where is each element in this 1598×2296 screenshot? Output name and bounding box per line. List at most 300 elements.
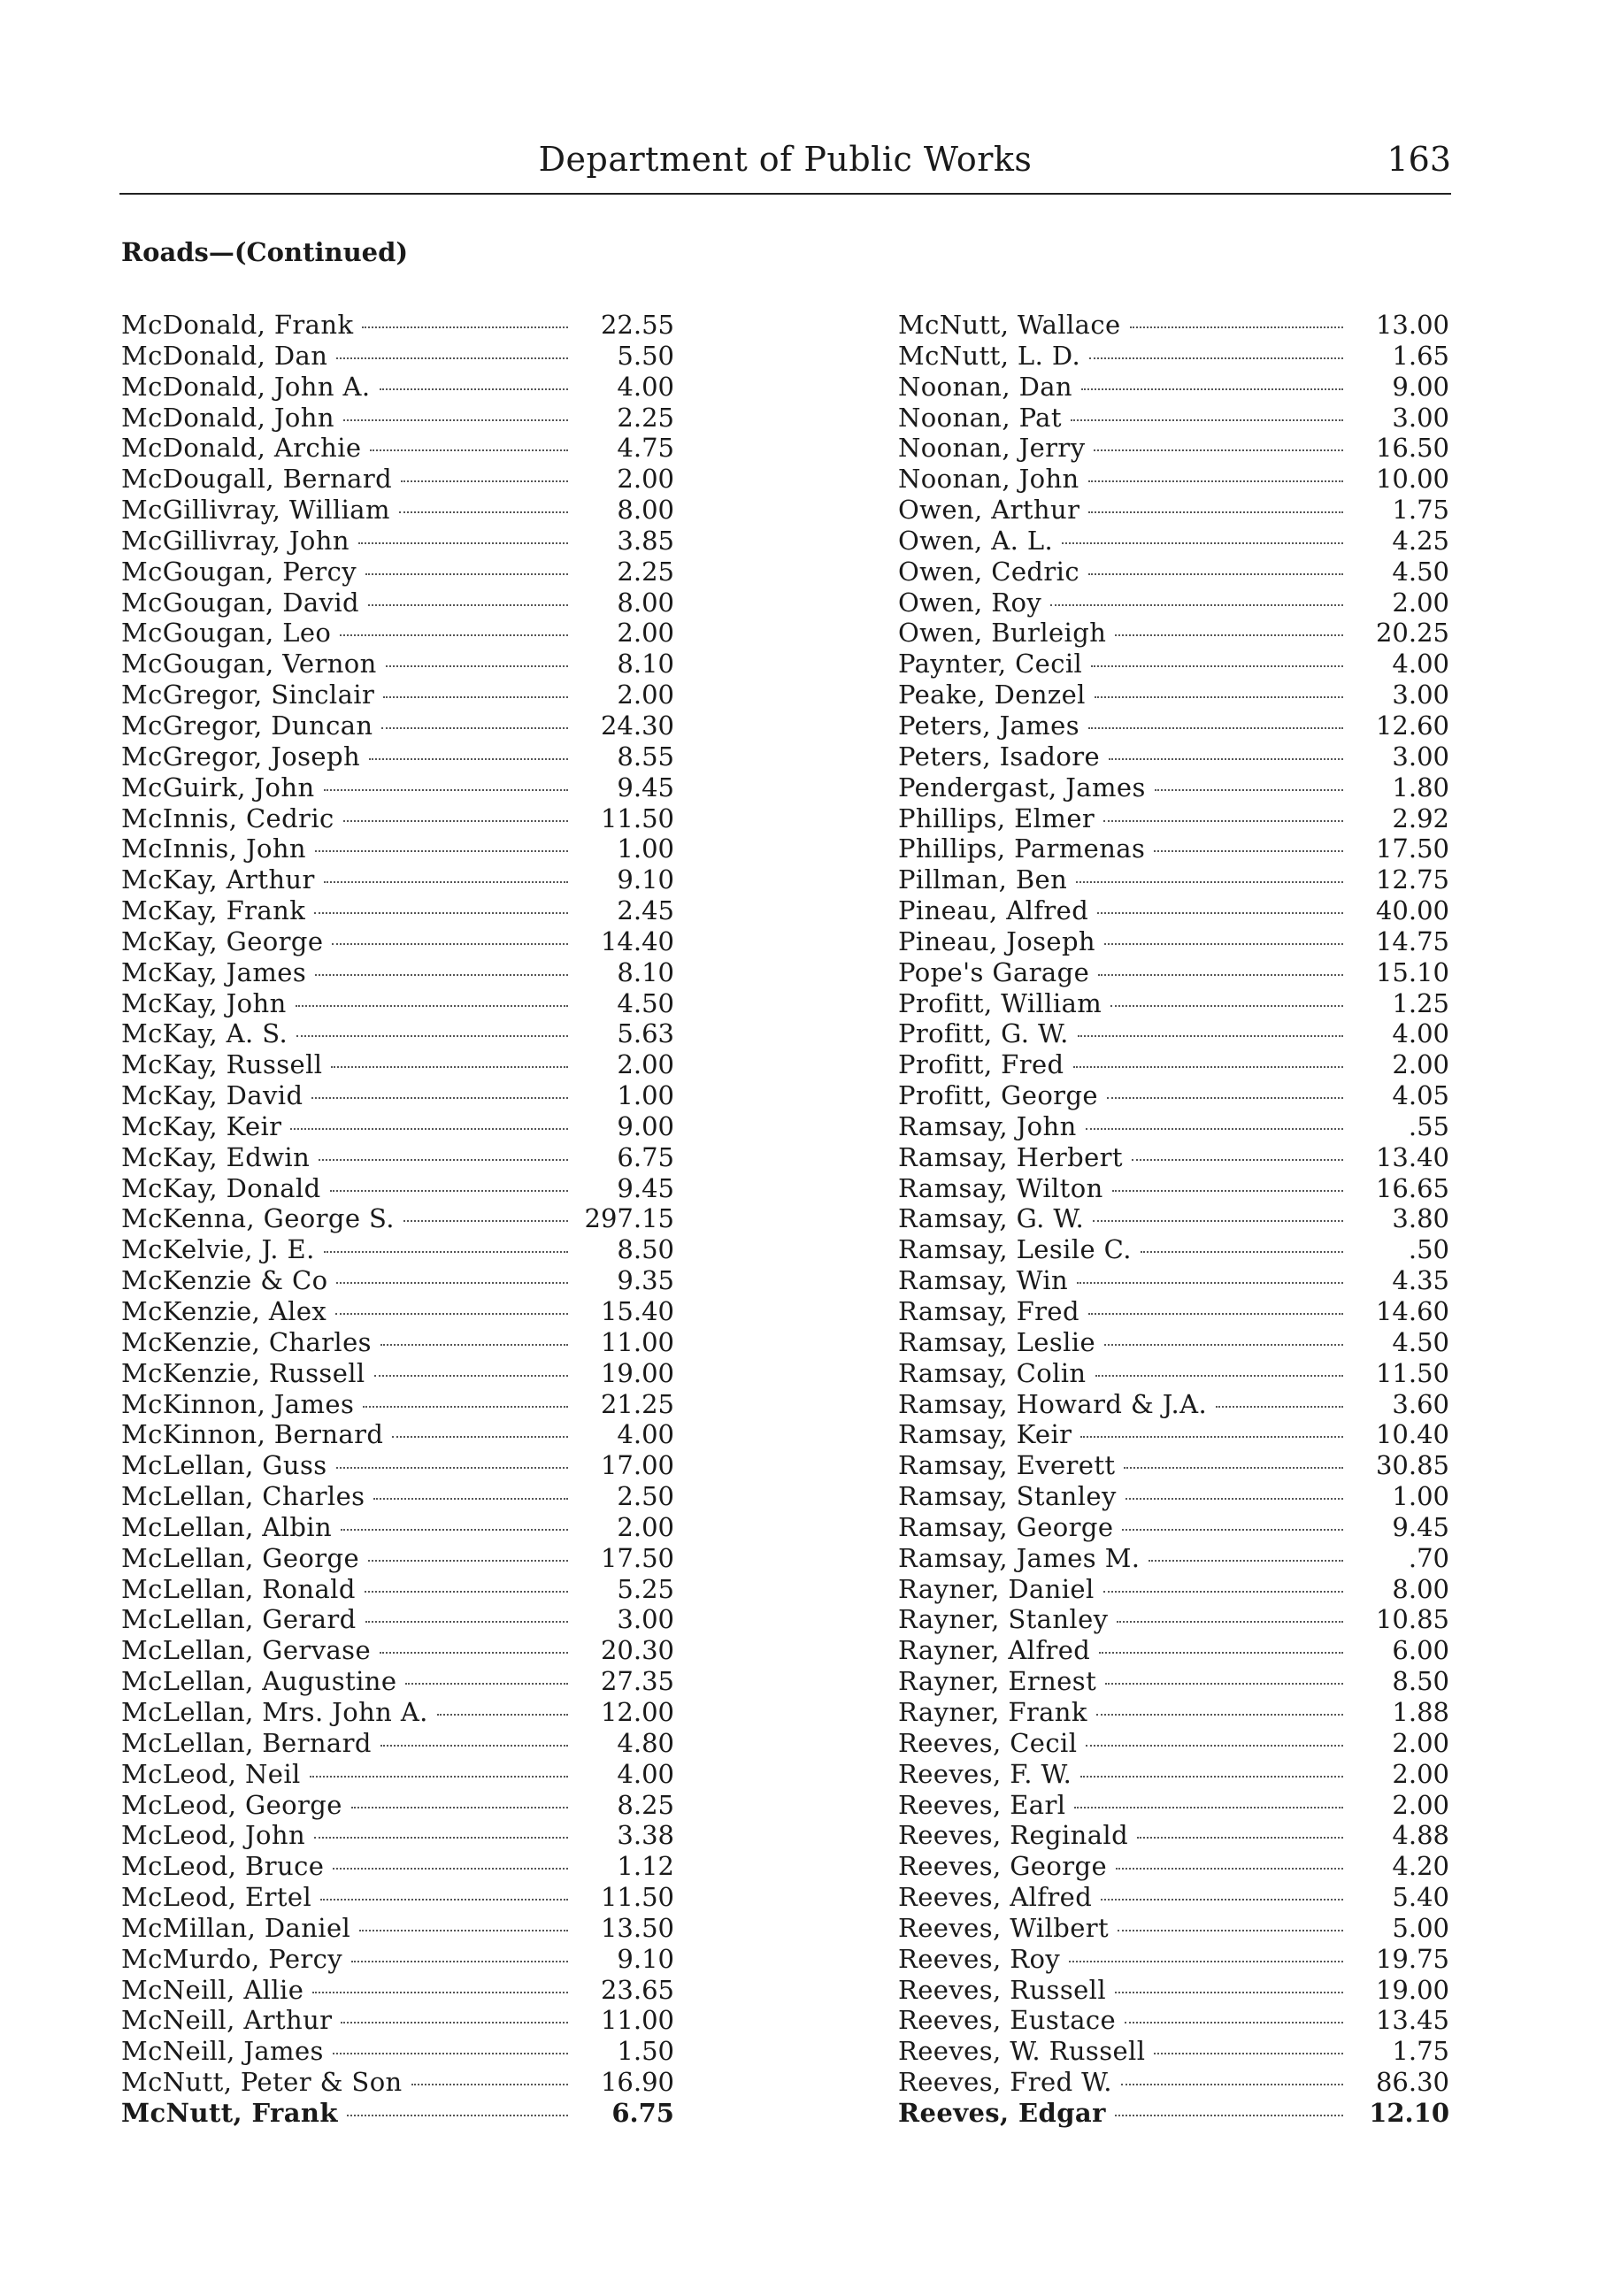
- list-item: [898, 587, 1449, 618]
- list-item: [121, 1234, 674, 1265]
- entry-name: McKelvie, J. E.: [121, 1234, 315, 1265]
- leader-dots: [315, 974, 568, 976]
- entry-amount: .50: [1408, 1234, 1449, 1265]
- entry-amount: 11.50: [600, 802, 674, 833]
- entry-name: Reeves, George: [898, 1851, 1107, 1882]
- entry-amount: 14.75: [1375, 925, 1449, 956]
- leader-dots: [1076, 881, 1343, 883]
- list-item: [121, 372, 674, 403]
- list-item: [121, 341, 674, 372]
- list-item: [898, 1913, 1449, 1944]
- list-item: [121, 1203, 674, 1234]
- entry-amount: 1.65: [1392, 340, 1449, 371]
- entry-name: McGillivray, William: [121, 495, 390, 526]
- entry-amount: 4.88: [1392, 1820, 1449, 1851]
- leader-dots: [1097, 912, 1343, 914]
- entry-amount: 27.35: [600, 1666, 674, 1697]
- list-item: [898, 1635, 1449, 1666]
- entry-name: McKay, Donald: [121, 1172, 321, 1203]
- list-item: [898, 2067, 1449, 2098]
- page-header: [119, 133, 1451, 195]
- leader-dots: [365, 1591, 568, 1593]
- entry-name: Noonan, John: [898, 464, 1079, 495]
- leader-dots: [1088, 573, 1343, 575]
- leader-dots: [333, 2053, 568, 2054]
- entry-name: Reeves, Alfred: [898, 1882, 1093, 1913]
- entry-name: McLellan, Charles: [121, 1481, 365, 1512]
- leader-dots: [347, 2115, 568, 2116]
- entry-amount: 11.50: [1375, 1357, 1449, 1388]
- leader-dots: [332, 943, 568, 945]
- list-item: [898, 1358, 1449, 1389]
- leader-dots: [1093, 1220, 1343, 1222]
- list-item: [121, 1450, 674, 1481]
- leader-dots: [343, 820, 568, 822]
- entry-amount: 2.00: [1392, 1789, 1449, 1820]
- list-item: [121, 833, 674, 864]
- leader-dots: [320, 1899, 568, 1901]
- list-item: [898, 1327, 1449, 1358]
- entry-amount: 9.45: [617, 1172, 674, 1203]
- entry-amount: 15.10: [1375, 956, 1449, 987]
- list-item: [898, 833, 1449, 864]
- entry-amount: 2.00: [1392, 1049, 1449, 1080]
- entry-name: Reeves, Fred W.: [898, 2067, 1112, 2098]
- entry-name: McInnis, John: [121, 833, 306, 864]
- list-item: [898, 649, 1449, 680]
- list-item: [121, 1481, 674, 1512]
- list-item: [121, 1049, 674, 1080]
- leader-dots: [363, 1406, 568, 1408]
- entry-name: McKinnon, Bernard: [121, 1419, 384, 1450]
- leader-dots: [362, 326, 568, 328]
- list-item: [898, 310, 1449, 341]
- entry-name: Reeves, Edgar: [898, 2097, 1106, 2128]
- header-rule: [119, 193, 1451, 195]
- leader-dots: [370, 449, 568, 451]
- entry-name: McLellan, Guss: [121, 1450, 327, 1481]
- entry-amount: 11.00: [600, 2005, 674, 2036]
- entry-name: Owen, Roy: [898, 587, 1042, 618]
- list-item: [898, 341, 1449, 372]
- entry-amount: 19.00: [1375, 1974, 1449, 2005]
- list-item: [121, 1574, 674, 1605]
- list-item: [898, 957, 1449, 988]
- entry-name: McLeod, Ertel: [121, 1882, 312, 1913]
- entry-amount: 3.00: [1392, 402, 1449, 433]
- entry-amount: 3.85: [617, 525, 674, 556]
- entry-name: McNeill, James: [121, 2036, 324, 2067]
- entry-name: Phillips, Parmenas: [898, 833, 1146, 864]
- entry-amount: 9.35: [617, 1265, 674, 1296]
- leader-dots: [1089, 357, 1343, 359]
- list-item: [898, 2005, 1449, 2036]
- entry-name: McGougan, David: [121, 587, 359, 618]
- entry-amount: 16.50: [1375, 433, 1449, 464]
- page-number: 163: [1387, 140, 1451, 179]
- entry-name: McMillan, Daniel: [121, 1912, 351, 1943]
- list-item: [898, 618, 1449, 649]
- entry-name: Ramsay, Leslie: [898, 1326, 1096, 1357]
- entry-name: Reeves, Wilbert: [898, 1912, 1110, 1943]
- leader-dots: [380, 1745, 568, 1747]
- entry-name: Noonan, Dan: [898, 371, 1072, 402]
- entry-amount: 22.55: [600, 310, 674, 340]
- entry-name: McGougan, Percy: [121, 556, 357, 587]
- entry-amount: 24.30: [600, 710, 674, 741]
- entry-amount: 10.40: [1375, 1419, 1449, 1450]
- entry-name: Ramsay, Herbert: [898, 1141, 1123, 1172]
- list-item: [121, 1882, 674, 1913]
- entry-amount: 1.88: [1392, 1696, 1449, 1727]
- entry-amount: 5.40: [1392, 1882, 1449, 1913]
- leader-dots: [358, 542, 568, 544]
- right-column: [898, 310, 1449, 2129]
- leader-dots: [392, 1436, 568, 1438]
- section-heading: Roads—(Continued): [121, 237, 409, 267]
- leader-dots: [1098, 974, 1343, 976]
- leader-dots: [1116, 1868, 1343, 1870]
- leader-dots: [1095, 696, 1343, 698]
- list-item: [898, 1450, 1449, 1481]
- leader-dots: [1107, 1097, 1343, 1099]
- entry-amount: 8.55: [617, 741, 674, 772]
- entry-amount: 13.50: [600, 1912, 674, 1943]
- entry-name: Pineau, Alfred: [898, 895, 1089, 926]
- leader-dots: [290, 1128, 568, 1130]
- leader-dots: [1073, 1066, 1344, 1068]
- entry-amount: 16.65: [1375, 1172, 1449, 1203]
- list-item: [121, 1697, 674, 1728]
- entry-amount: 4.50: [1392, 1326, 1449, 1357]
- list-item: [898, 1759, 1449, 1790]
- list-item: [121, 1080, 674, 1111]
- leader-dots: [401, 480, 568, 482]
- list-item: [898, 372, 1449, 403]
- list-item: [898, 495, 1449, 526]
- entry-amount: 19.75: [1375, 1943, 1449, 1974]
- entry-name: Paynter, Cecil: [898, 649, 1083, 680]
- entry-name: McKenzie, Alex: [121, 1296, 327, 1326]
- leader-dots: [351, 1807, 568, 1808]
- list-item: [898, 895, 1449, 926]
- list-item: [121, 649, 674, 680]
- entry-name: McGougan, Leo: [121, 618, 332, 649]
- entry-amount: 9.10: [617, 1943, 674, 1974]
- leader-dots: [330, 1190, 568, 1192]
- list-item: [121, 1759, 674, 1790]
- leader-dots: [1086, 1128, 1343, 1130]
- entry-amount: 20.30: [600, 1635, 674, 1666]
- entry-amount: 1.75: [1392, 2036, 1449, 2067]
- entry-name: Profitt, G. W.: [898, 1018, 1069, 1049]
- list-item: [121, 1265, 674, 1296]
- leader-dots: [403, 1220, 568, 1222]
- list-item: [121, 1296, 674, 1327]
- entry-name: Rayner, Frank: [898, 1696, 1087, 1727]
- list-item: [898, 1296, 1449, 1327]
- entry-name: McKenna, George S.: [121, 1203, 395, 1234]
- entry-amount: 4.00: [617, 371, 674, 402]
- entry-name: Ramsay, Howard & J.A.: [898, 1388, 1208, 1419]
- leader-dots: [399, 511, 568, 513]
- leader-dots: [368, 1560, 568, 1562]
- leader-dots: [336, 357, 568, 359]
- entry-amount: 8.00: [1392, 1573, 1449, 1604]
- list-item: [121, 895, 674, 926]
- list-item: [898, 772, 1449, 803]
- list-item: [898, 926, 1449, 957]
- list-item: [898, 557, 1449, 587]
- leader-dots: [324, 881, 568, 883]
- entry-amount: 1.00: [1392, 1481, 1449, 1512]
- entry-name: Pillman, Ben: [898, 864, 1068, 895]
- leader-dots: [1126, 1498, 1343, 1500]
- list-item: [121, 1666, 674, 1697]
- leader-dots: [1103, 1591, 1343, 1593]
- leader-dots: [310, 1776, 568, 1778]
- entry-amount: 3.00: [1392, 741, 1449, 772]
- entry-name: Reeves, Cecil: [898, 1727, 1078, 1758]
- entry-amount: .55: [1408, 1110, 1449, 1141]
- entry-name: Ramsay, Wilton: [898, 1172, 1103, 1203]
- list-item: [121, 1975, 674, 2006]
- entry-amount: 9.10: [617, 864, 674, 895]
- entry-name: McNutt, Peter & Son: [121, 2067, 403, 2098]
- entry-amount: 4.00: [617, 1758, 674, 1789]
- leader-dots: [1124, 1467, 1343, 1469]
- entry-name: Ramsay, Fred: [898, 1296, 1079, 1326]
- entry-amount: 8.00: [617, 495, 674, 526]
- leader-dots: [1088, 727, 1343, 729]
- leader-dots: [383, 696, 568, 698]
- leader-dots: [296, 1005, 568, 1007]
- entry-name: Noonan, Jerry: [898, 433, 1086, 464]
- entry-amount: 5.25: [617, 1573, 674, 1604]
- leader-dots: [1149, 1560, 1343, 1562]
- entry-name: Owen, Arthur: [898, 495, 1080, 526]
- list-item: [898, 1944, 1449, 1975]
- list-item: [898, 1574, 1449, 1605]
- list-item: [121, 1173, 674, 1204]
- entry-name: Reeves, F. W.: [898, 1758, 1072, 1789]
- entry-amount: 4.75: [617, 433, 674, 464]
- entry-name: McLeod, Bruce: [121, 1851, 325, 1882]
- list-item: [898, 1975, 1449, 2006]
- entry-name: McLellan, Albin: [121, 1511, 333, 1542]
- entry-amount: 17.50: [1375, 833, 1449, 864]
- entry-amount: 40.00: [1375, 895, 1449, 926]
- list-item: [121, 2036, 674, 2067]
- page-title: Department of Public Works: [538, 140, 1033, 179]
- leader-dots: [1115, 634, 1343, 636]
- entry-name: McDonald, Frank: [121, 310, 354, 340]
- leader-dots: [1105, 1683, 1343, 1685]
- entry-name: Owen, Burleigh: [898, 618, 1107, 649]
- leader-dots: [1115, 1992, 1343, 1993]
- entry-name: Phillips, Elmer: [898, 802, 1095, 833]
- entry-name: McGuirk, John: [121, 772, 315, 802]
- entry-name: McNutt, L. D.: [898, 340, 1081, 371]
- entry-amount: 9.00: [617, 1110, 674, 1141]
- list-item: [121, 1728, 674, 1759]
- entry-amount: 2.00: [617, 618, 674, 649]
- entry-amount: 3.80: [1392, 1203, 1449, 1234]
- entry-name: Reeves, W. Russell: [898, 2036, 1146, 2067]
- leader-dots: [336, 1467, 568, 1469]
- list-item: [121, 1111, 674, 1142]
- entry-name: Ramsay, James M.: [898, 1542, 1141, 1573]
- leader-dots: [1099, 1652, 1343, 1654]
- leader-dots: [381, 727, 568, 729]
- entry-name: McNutt, Wallace: [898, 310, 1121, 340]
- leader-dots: [333, 1868, 568, 1870]
- leader-dots: [1094, 449, 1343, 451]
- entry-name: McKay, John: [121, 987, 287, 1018]
- entry-name: Reeves, Roy: [898, 1943, 1061, 1974]
- leader-dots: [1141, 1251, 1343, 1253]
- list-item: [121, 310, 674, 341]
- list-item: [121, 926, 674, 957]
- entry-amount: .70: [1408, 1542, 1449, 1573]
- entry-name: McGregor, Duncan: [121, 710, 373, 741]
- entry-amount: 4.50: [1392, 556, 1449, 587]
- leader-dots: [369, 758, 568, 760]
- entry-amount: 9.45: [1392, 1511, 1449, 1542]
- entry-name: Pineau, Joseph: [898, 925, 1096, 956]
- entry-name: Reeves, Reginald: [898, 1820, 1129, 1851]
- entry-name: McKay, James: [121, 956, 307, 987]
- list-item: [121, 495, 674, 526]
- list-item: [898, 1419, 1449, 1450]
- leader-dots: [365, 1621, 568, 1623]
- list-item: [121, 403, 674, 434]
- leader-dots: [1216, 1406, 1343, 1408]
- entry-name: McLeod, Neil: [121, 1758, 301, 1789]
- list-item: [121, 1018, 674, 1049]
- leader-dots: [319, 1159, 568, 1161]
- entry-amount: 14.40: [600, 925, 674, 956]
- entry-amount: 6.75: [617, 1141, 674, 1172]
- list-item: [121, 1543, 674, 1574]
- entry-name: McNeill, Allie: [121, 1974, 304, 2005]
- leader-dots: [1103, 820, 1343, 822]
- entry-amount: 5.63: [617, 1018, 674, 1049]
- list-item: [121, 772, 674, 803]
- entry-amount: 2.50: [617, 1481, 674, 1512]
- entry-amount: 8.10: [617, 956, 674, 987]
- list-item: [121, 464, 674, 495]
- list-item: [121, 1327, 674, 1358]
- entry-name: Ramsay, Everett: [898, 1450, 1116, 1481]
- entry-name: McKay, Frank: [121, 895, 306, 926]
- leader-dots: [1132, 1159, 1343, 1161]
- leader-dots: [1125, 2022, 1343, 2023]
- leader-dots: [1071, 419, 1343, 421]
- leader-dots: [1062, 542, 1343, 544]
- entry-amount: 4.20: [1392, 1851, 1449, 1882]
- entry-name: Noonan, Pat: [898, 402, 1062, 433]
- entry-amount: 1.00: [617, 833, 674, 864]
- entry-name: Rayner, Daniel: [898, 1573, 1095, 1604]
- leader-dots: [1155, 789, 1343, 791]
- leader-dots: [1115, 2115, 1343, 2116]
- entry-amount: 2.45: [617, 895, 674, 926]
- list-item: [121, 1358, 674, 1389]
- leader-dots: [314, 1837, 568, 1839]
- leader-dots: [324, 1251, 568, 1253]
- entry-name: McGregor, Sinclair: [121, 680, 375, 710]
- list-item: [121, 1389, 674, 1420]
- left-column: [121, 310, 674, 2129]
- leader-dots: [296, 1035, 568, 1037]
- list-item: [898, 988, 1449, 1019]
- entry-name: McMurdo, Percy: [121, 1943, 343, 1974]
- entry-name: McKay, Russell: [121, 1049, 323, 1080]
- list-item: [898, 2098, 1449, 2129]
- entry-amount: 2.00: [617, 1049, 674, 1080]
- entry-amount: 3.00: [617, 1604, 674, 1635]
- leader-dots: [1130, 326, 1343, 328]
- entry-amount: 297.15: [584, 1203, 674, 1234]
- list-item: [121, 2067, 674, 2098]
- entry-name: Ramsay, Keir: [898, 1419, 1072, 1450]
- entry-name: McNeill, Arthur: [121, 2005, 333, 2036]
- entry-amount: 10.00: [1375, 464, 1449, 495]
- list-item: [898, 1728, 1449, 1759]
- entry-amount: 2.00: [617, 1511, 674, 1542]
- entry-amount: 12.00: [600, 1696, 674, 1727]
- entry-amount: 3.60: [1392, 1388, 1449, 1419]
- list-item: [121, 957, 674, 988]
- list-item: [121, 1944, 674, 1975]
- list-item: [898, 710, 1449, 741]
- list-item: [121, 1512, 674, 1543]
- leader-dots: [1137, 1837, 1343, 1839]
- entry-name: Owen, Cedric: [898, 556, 1079, 587]
- entry-name: McKay, George: [121, 925, 324, 956]
- entry-name: McKinnon, James: [121, 1388, 355, 1419]
- entry-name: McLellan, Bernard: [121, 1727, 372, 1758]
- leader-dots: [380, 1344, 568, 1346]
- leader-dots: [365, 573, 568, 575]
- entry-amount: 12.75: [1375, 864, 1449, 895]
- list-item: [121, 2005, 674, 2036]
- leader-dots: [343, 419, 568, 421]
- entry-name: McDonald, John: [121, 402, 334, 433]
- entry-name: Ramsay, George: [898, 1511, 1114, 1542]
- leader-dots: [315, 850, 568, 852]
- list-item: [121, 710, 674, 741]
- list-item: [898, 1080, 1449, 1111]
- entry-name: Reeves, Eustace: [898, 2005, 1117, 2036]
- list-item: [121, 618, 674, 649]
- leader-dots: [373, 1498, 568, 1500]
- entry-amount: 2.92: [1392, 802, 1449, 833]
- entry-name: Rayner, Ernest: [898, 1666, 1097, 1697]
- entry-amount: 10.85: [1375, 1604, 1449, 1635]
- entry-amount: 86.30: [1375, 2067, 1449, 2098]
- entry-amount: 12.60: [1375, 710, 1449, 741]
- entry-amount: 2.00: [1392, 587, 1449, 618]
- leader-dots: [1104, 943, 1343, 945]
- list-item: [898, 1173, 1449, 1204]
- list-item: [898, 1481, 1449, 1512]
- list-item: [898, 1142, 1449, 1173]
- entry-name: McLellan, Gervase: [121, 1635, 372, 1666]
- leader-dots: [1088, 511, 1343, 513]
- list-item: [121, 803, 674, 834]
